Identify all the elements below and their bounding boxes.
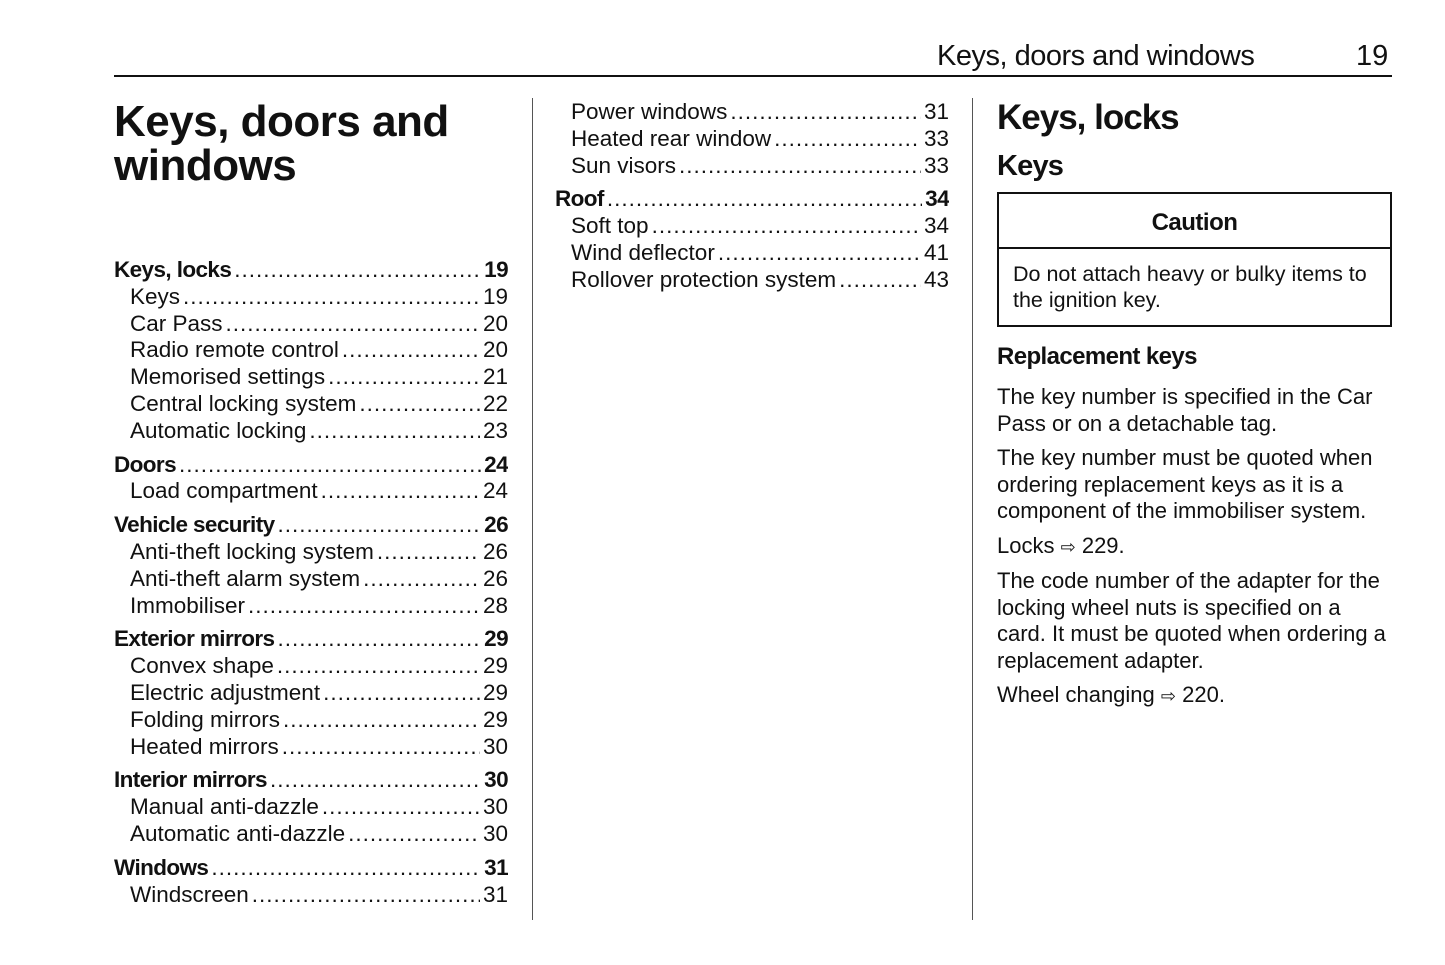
- toc-entry[interactable]: [114, 566, 508, 593]
- column-divider-2: [972, 98, 973, 920]
- toc-leader-dots: [342, 337, 480, 363]
- section-subtitle: Keys: [997, 150, 1064, 182]
- toc-entry-page: 20: [482, 337, 508, 363]
- paragraph: The key number is specified in the Car Pass or on a detachable tag.: [997, 384, 1373, 436]
- toc-entry-label: Load compartment: [130, 478, 318, 504]
- column-divider-1: [532, 98, 533, 920]
- caution-heading: Caution: [999, 194, 1390, 249]
- toc-entry-page: 28: [482, 592, 508, 618]
- toc-entry[interactable]: [555, 267, 949, 294]
- toc-leader-dots: [248, 593, 480, 619]
- toc-entry[interactable]: [114, 337, 508, 364]
- toc-entry[interactable]: [114, 734, 508, 761]
- toc-entry[interactable]: [114, 311, 508, 338]
- header-title: Keys, doors and windows: [937, 40, 1255, 72]
- toc-entry-label: Doors: [114, 451, 177, 477]
- toc-leader-dots: [679, 153, 921, 179]
- toc-section-entry[interactable]: [114, 855, 508, 882]
- toc-entry-page: 21: [482, 364, 508, 390]
- toc-entry-page: 33: [923, 152, 949, 178]
- toc-leader-dots: [234, 257, 481, 283]
- toc-entry-label: Roof: [555, 186, 604, 212]
- cross-reference-locks[interactable]: [997, 533, 1392, 561]
- toc-entry-label: Electric adjustment: [130, 679, 321, 705]
- toc-leader-dots: [323, 680, 480, 706]
- subsection-title: Replacement keys: [997, 343, 1197, 370]
- toc-entry-label: Interior mirrors: [114, 767, 267, 793]
- toc-leader-dots: [652, 213, 921, 239]
- paragraph: The key number must be quoted when ordering replacement keys as it is a component of the immobiliser system.: [997, 445, 1373, 523]
- caution-box: [997, 192, 1392, 327]
- toc-entry-page: 26: [482, 538, 508, 564]
- toc-entry-page: 30: [482, 794, 508, 820]
- toc-entry-page: 30: [482, 733, 508, 759]
- xref-page[interactable]: 229.: [1081, 532, 1125, 558]
- arrow-right-icon: ⇨: [1160, 686, 1176, 706]
- toc-leader-dots: [348, 821, 480, 847]
- toc-leader-dots: [277, 626, 481, 652]
- toc-entry-label: Automatic locking: [130, 417, 307, 443]
- toc-leader-dots: [183, 284, 480, 310]
- xref-page[interactable]: 220.: [1182, 682, 1225, 707]
- caution-text: Do not attach heavy or bulky items to the ignition key.: [1013, 262, 1367, 312]
- toc-leader-dots: [283, 707, 480, 733]
- toc-entry-label: Keys, locks: [114, 257, 232, 282]
- toc-leader-dots: [328, 364, 480, 390]
- toc-entry[interactable]: [114, 653, 508, 680]
- toc-entry-label: Automatic anti-dazzle: [130, 820, 346, 846]
- toc-entry-label: Windows: [114, 854, 209, 880]
- toc-entry[interactable]: [114, 391, 508, 418]
- toc-entry-page: 22: [482, 390, 508, 416]
- toc-entry-page: 31: [484, 854, 508, 880]
- toc-leader-dots: [839, 267, 921, 293]
- toc-leader-dots: [211, 855, 481, 881]
- xref-label: Wheel changing: [997, 682, 1155, 707]
- toc-entry-label: Radio remote control: [130, 337, 339, 363]
- toc-entry-label: Sun visors: [571, 152, 677, 178]
- section-title: Keys, locks: [997, 98, 1179, 137]
- toc-left: [114, 257, 508, 908]
- chapter-title: Keys, doors and windows: [114, 97, 449, 190]
- toc-entry-page: 29: [484, 626, 508, 652]
- toc-entry[interactable]: [555, 126, 949, 153]
- toc-entry-label: Keys: [130, 283, 181, 309]
- toc-section-entry[interactable]: [114, 452, 508, 479]
- toc-entry-label: Vehicle security: [114, 512, 275, 538]
- toc-entry-page: 33: [923, 125, 949, 151]
- toc-section-entry[interactable]: [114, 767, 508, 794]
- toc-entry-label: Wind deflector: [571, 239, 715, 265]
- toc-entry-page: 26: [484, 512, 508, 538]
- toc-entry-page: 19: [484, 257, 508, 282]
- toc-entry-label: Immobiliser: [130, 592, 246, 618]
- toc-leader-dots: [322, 794, 480, 820]
- toc-entry-label: Rollover protection system: [571, 266, 837, 292]
- toc-entry-page: 26: [482, 565, 508, 591]
- toc-entry-page: 19: [482, 283, 508, 309]
- header-rule: [114, 75, 1392, 77]
- toc-entry-page: 20: [482, 310, 508, 336]
- toc-leader-dots: [277, 653, 480, 679]
- toc-entry-label: Soft top: [571, 213, 649, 239]
- toc-entry-page: 30: [484, 767, 508, 793]
- toc-leader-dots: [607, 186, 922, 212]
- toc-section-entry[interactable]: [114, 512, 508, 539]
- section-keys-locks: [997, 98, 1392, 718]
- toc-leader-dots: [359, 391, 480, 417]
- toc-entry-page: 24: [482, 478, 508, 504]
- toc-entry-page: 29: [482, 679, 508, 705]
- toc-entry[interactable]: [555, 99, 949, 126]
- toc-entry-page: 29: [482, 706, 508, 732]
- toc-leader-dots: [179, 452, 481, 478]
- toc-entry-label: Central locking system: [130, 390, 357, 416]
- toc-leader-dots: [282, 734, 480, 760]
- toc-entry[interactable]: [114, 882, 508, 909]
- toc-entry[interactable]: [114, 539, 508, 566]
- toc-entry-label: Heated mirrors: [130, 733, 279, 759]
- toc-entry-page: 34: [925, 186, 949, 212]
- toc-entry[interactable]: [555, 153, 949, 180]
- toc-entry-page: 34: [923, 213, 949, 239]
- toc-entry-label: Anti-theft alarm system: [130, 565, 361, 591]
- toc-entry-label: Heated rear window: [571, 125, 772, 151]
- toc-section-entry[interactable]: [114, 257, 508, 284]
- toc-leader-dots: [730, 99, 921, 125]
- toc-entry-page: 43: [923, 266, 949, 292]
- toc-entry[interactable]: [114, 593, 508, 620]
- toc-entry[interactable]: [555, 240, 949, 267]
- toc-entry[interactable]: [114, 418, 508, 445]
- toc-entry[interactable]: [114, 364, 508, 391]
- toc-leader-dots: [363, 566, 480, 592]
- toc-leader-dots: [774, 126, 921, 152]
- page-number: 19: [1356, 40, 1389, 72]
- toc-entry-label: Car Pass: [130, 310, 223, 336]
- paragraph: The code number of the adapter for the locking wheel nuts is specified on a card. It must be quoted when ordering a replacement adapter.: [997, 568, 1386, 673]
- toc-entry-label: Windscreen: [130, 881, 249, 907]
- toc-entry-page: 31: [482, 881, 508, 907]
- toc-section-entry[interactable]: [555, 186, 949, 213]
- toc-section-entry[interactable]: [114, 626, 508, 653]
- toc-entry[interactable]: [114, 478, 508, 505]
- toc-leader-dots: [377, 539, 480, 565]
- toc-entry-label: Manual anti-dazzle: [130, 794, 319, 820]
- toc-entry-page: 41: [923, 239, 949, 265]
- toc-entry[interactable]: [114, 794, 508, 821]
- toc-entry-label: Folding mirrors: [130, 706, 281, 732]
- xref-label: Locks: [997, 532, 1055, 558]
- toc-leader-dots: [718, 240, 921, 266]
- toc-entry-label: Power windows: [571, 99, 728, 124]
- toc-entry-label: Convex shape: [130, 653, 274, 679]
- toc-leader-dots: [252, 882, 480, 908]
- toc-leader-dots: [309, 418, 480, 444]
- toc-entry-label: Anti-theft locking system: [130, 538, 374, 564]
- toc-entry[interactable]: [114, 821, 508, 848]
- toc-leader-dots: [321, 478, 480, 504]
- toc-entry[interactable]: [114, 284, 508, 311]
- toc-leader-dots: [278, 512, 482, 538]
- toc-entry-page: 23: [482, 417, 508, 443]
- toc-entry-label: Exterior mirrors: [114, 626, 275, 652]
- cross-reference-wheel-changing[interactable]: [997, 682, 1392, 710]
- toc-entry-label: Memorised settings: [130, 364, 326, 390]
- toc-entry[interactable]: [555, 213, 949, 240]
- toc-leader-dots: [226, 311, 480, 337]
- toc-entry-page: 29: [482, 653, 508, 679]
- toc-middle: [555, 99, 949, 294]
- toc-entry-page: 31: [923, 99, 949, 124]
- toc-leader-dots: [270, 767, 481, 793]
- toc-entry[interactable]: [114, 680, 508, 707]
- toc-entry-page: 30: [482, 820, 508, 846]
- arrow-right-icon: ⇨: [1060, 536, 1076, 557]
- toc-entry-page: 24: [484, 451, 508, 477]
- toc-entry[interactable]: [114, 707, 508, 734]
